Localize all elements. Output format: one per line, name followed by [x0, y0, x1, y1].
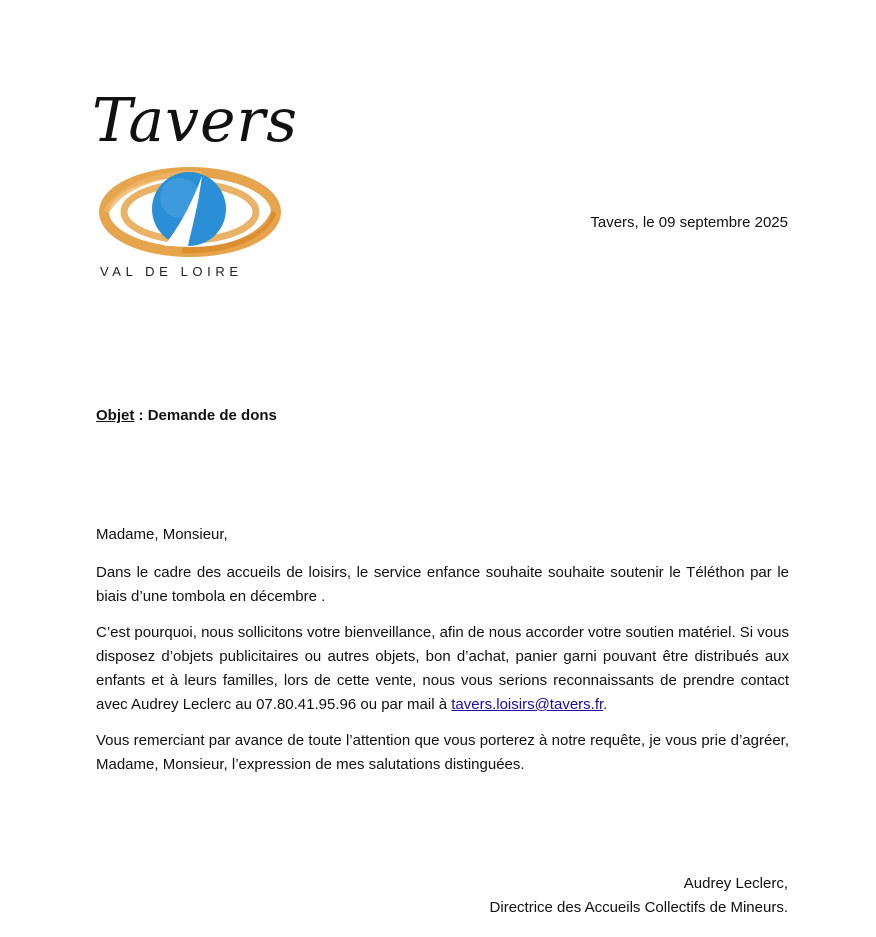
signature-title: Directrice des Accueils Collectifs de Mineurs.: [489, 899, 788, 916]
letter-subject: [96, 407, 277, 424]
subject-label: Objet: [96, 407, 135, 424]
paragraph-3: Vous remerciant par avance de toute l’attention que vous porterez à notre requête, je vous prie d’agréer, Madame, Monsieur, l’expression de mes salutations distinguées.: [96, 732, 789, 773]
paragraph-2-end: .: [603, 696, 608, 713]
subject-text: Demande de dons: [147, 407, 277, 424]
paragraph-2-text: C’est pourquoi, nous sollicitons votre bienveillance, afin de nous accorder votre soutien matériel. Si vous disposez d’objets publicitaires ou autres objets, bon d’achat, panier garni pouvant être distribués aux enfants et à leurs familles, lors de cette vente, nous vous serions reconnaissants de prendre contact avec Audrey Leclerc au 07.80.41.95.96 ou par mail à: [96, 624, 789, 713]
letter-body: [96, 523, 789, 789]
greeting: Madame, Monsieur,: [96, 526, 228, 543]
logo-subtitle: VAL DE LOIRE: [100, 264, 243, 279]
signature-block: [490, 872, 788, 920]
paragraph-1: Dans le cadre des accueils de loisirs, le service enfance souhaite souhaite soutenir le Téléthon par le biais d’une tombola en décembre .: [96, 564, 789, 605]
signature-name: Audrey Leclerc,: [683, 875, 788, 892]
tavers-logo: [92, 86, 299, 288]
email-link[interactable]: tavers.loisirs@tavers.fr: [451, 696, 604, 713]
logo-wordmark: Tavers: [92, 86, 299, 156]
paragraph-2: [96, 621, 789, 717]
subject-separator: :: [134, 407, 148, 424]
letter-date: Tavers, le 09 septembre 2025: [590, 214, 788, 231]
